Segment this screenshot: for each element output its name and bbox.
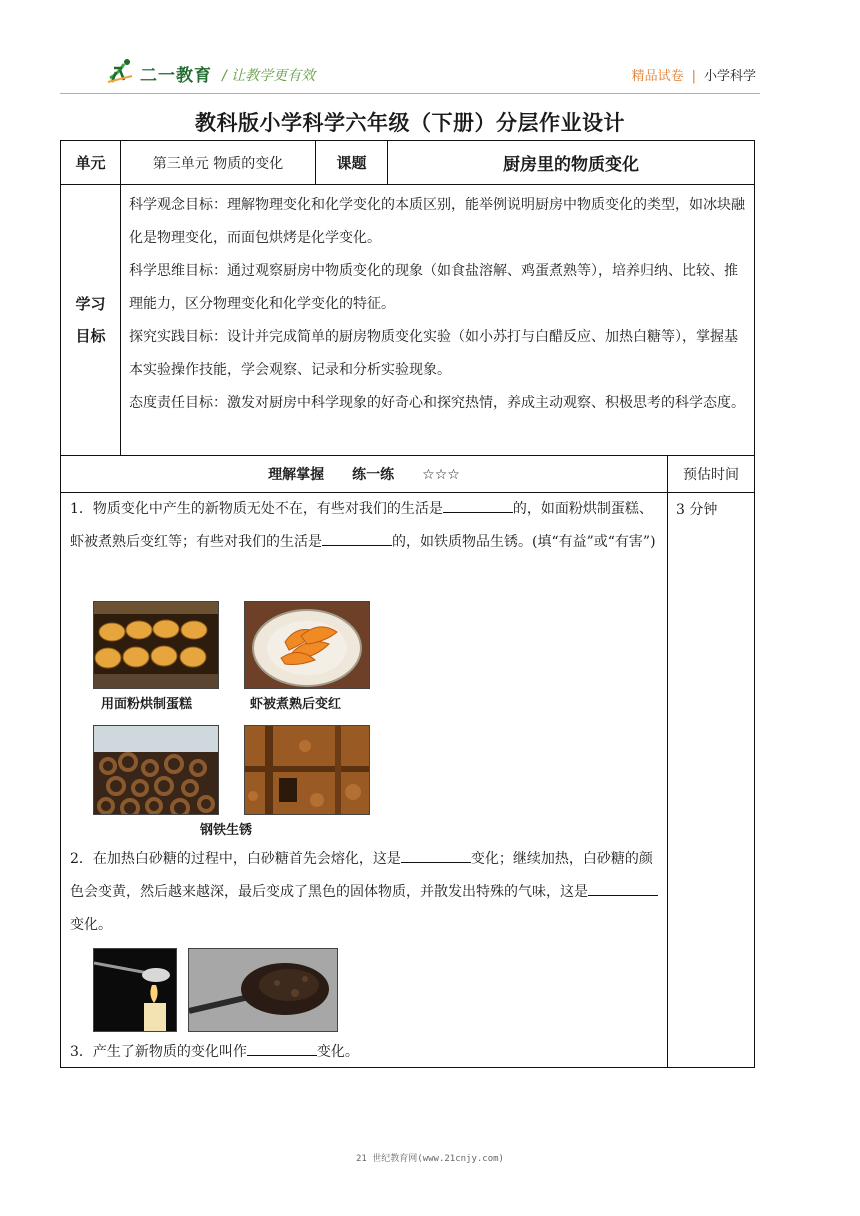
heating-sugar-photo: [93, 948, 177, 1032]
brand-logo-text: 二一教育: [140, 66, 212, 86]
q2-text-c: 变化。: [70, 917, 112, 933]
questions-cell: [60, 492, 668, 1068]
q3-text-a: 3．产生了新物质的变化叫作: [70, 1044, 247, 1060]
burnt-sugar-photo: [188, 948, 338, 1032]
section-heading-cell: [60, 455, 668, 493]
topic-value-cell: [387, 140, 755, 185]
q2-text-b: 变化；继续加热，白砂糖的颜色会变黄，然后越来越深，最后变成了黑色的固体物质，并散发出特殊的气味，这是: [70, 851, 653, 900]
header-tag-secondary: 小学科学: [703, 69, 756, 84]
time-header-cell: [667, 455, 755, 493]
unit-label-cell: [60, 140, 121, 185]
header-divider: [60, 93, 760, 94]
goal-concept: 科学观念目标：理解物理变化和化学变化的本质区别，能举例说明厨房中物质变化的类型，如冰块融化是物理变化，而面包烘烤是化学变化。: [129, 197, 745, 246]
q3-blank-1[interactable]: [247, 1041, 317, 1056]
q1-blank-1[interactable]: [443, 498, 513, 513]
q1-text-c: 的，如铁质物品生锈。(填“有益”或“有害”): [392, 534, 656, 550]
q3-text-b: 变化。: [316, 1044, 359, 1060]
question-1: [70, 493, 658, 559]
section-heading: 理解掌握 练一练 ☆☆☆: [268, 467, 460, 483]
goals-label-cell: [60, 184, 121, 456]
page-footer: 21 世纪教育网(www.21cnjy.com): [356, 1154, 504, 1164]
header-tag-primary: 精品试卷: [631, 69, 684, 84]
q2-blank-1[interactable]: [401, 848, 471, 863]
q1-blank-2[interactable]: [322, 531, 392, 546]
shrimp-caption: 虾被煮熟后变红: [250, 697, 342, 712]
rust-photo-door: [244, 725, 370, 815]
topic-label-cell: [315, 140, 388, 185]
brand-slogan: / 让教学更有效: [222, 68, 316, 84]
cake-photo: [93, 601, 219, 689]
unit-value: 第三单元 物质的变化: [152, 155, 284, 172]
rust-photo-scrap: [93, 725, 219, 815]
goal-attitude: 态度责任目标：激发对厨房中科学现象的好奇心和探究热情，养成主动观察、积极思考的科学态度。: [129, 395, 745, 411]
header-tags: [632, 65, 756, 84]
goals-content-cell: [120, 184, 755, 456]
unit-label: 单元: [75, 154, 106, 172]
time-header: 预估时间: [683, 467, 739, 483]
time-value: 3 分钟: [676, 502, 718, 518]
q2-blank-2[interactable]: [588, 881, 658, 896]
q2-text-a: 2．在加热白砂糖的过程中，白砂糖首先会熔化，这是: [70, 851, 401, 867]
q1-text-b: 的，如面粉烘制蛋糕、虾被煮熟后变红等；有些对我们的生活是: [70, 501, 653, 550]
header-separator: |: [691, 69, 696, 84]
rust-caption: 钢铁生锈: [200, 823, 253, 838]
topic-label: 课题: [336, 154, 367, 172]
goals-label-line2: 目标: [75, 327, 106, 345]
shrimp-photo: [244, 601, 370, 689]
running-figure-icon: [106, 56, 136, 86]
page-title: 教科版小学科学六年级（下册）分层作业设计: [195, 111, 625, 135]
goals-label-line1: 学习: [75, 295, 106, 313]
goal-practice: 探究实践目标：设计并完成简单的厨房物质变化实验（如小苏打与白醋反应、加热白糖等），掌握基本实验操作技能，学会观察、记录和分析实验现象。: [129, 329, 738, 378]
q1-text-a: 1．物质变化中产生的新物质无处不在，有些对我们的生活是: [70, 501, 443, 517]
goal-thinking: 科学思维目标：通过观察厨房中物质变化的现象（如食盐溶解、鸡蛋煮熟等），培养归纳、比较、推理能力，区分物理变化和化学变化的特征。: [129, 263, 738, 312]
time-value-cell: [667, 492, 755, 1068]
question-3: [70, 1036, 658, 1069]
topic-value: 厨房里的物质变化: [503, 155, 639, 175]
cake-caption: 用面粉烘制蛋糕: [101, 697, 193, 712]
question-2: [70, 843, 658, 942]
unit-value-cell: [120, 140, 316, 185]
page-header: [60, 56, 760, 90]
